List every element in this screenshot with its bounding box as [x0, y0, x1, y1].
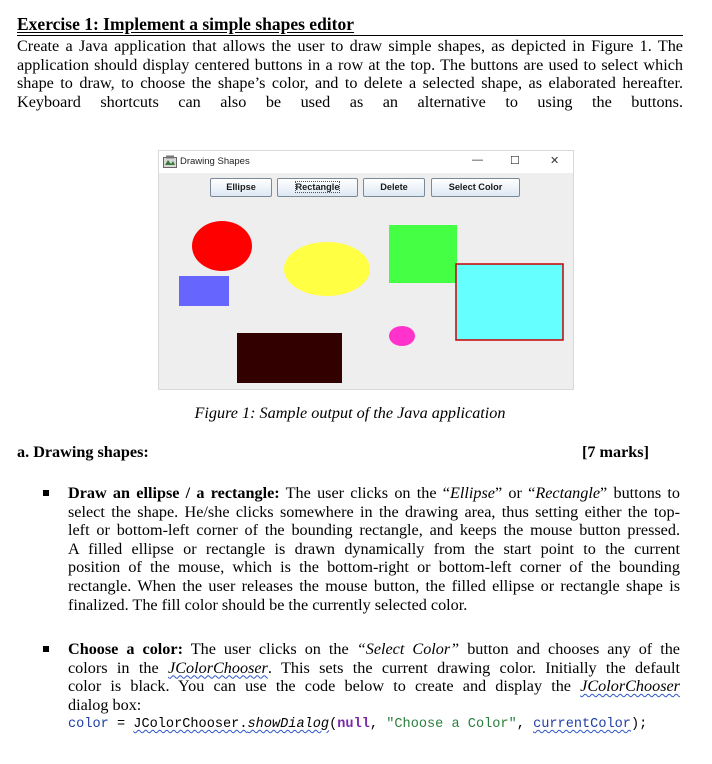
java-app-icon — [163, 155, 177, 168]
blue-rectangle[interactable] — [179, 276, 229, 306]
rectangle-button[interactable] — [277, 178, 358, 197]
cyan-rectangle-selected[interactable] — [456, 264, 563, 340]
bullet-line: Choose a color: The user clicks on the “Select Color” button and chooses any of the — [68, 640, 680, 658]
green-rectangle[interactable] — [389, 225, 457, 283]
maximize-icon[interactable]: ☐ — [510, 155, 520, 167]
figure-caption: Figure 1: Sample output of the Java application — [194, 404, 506, 422]
dark-rectangle[interactable] — [237, 333, 342, 383]
section-a-marks: [7 marks] — [582, 443, 649, 461]
bullet-heading: Draw an ellipse / a rectangle: — [68, 484, 280, 502]
bullet-square — [43, 490, 49, 496]
window-title: Drawing Shapes — [180, 156, 250, 167]
select-color-button[interactable] — [431, 178, 520, 197]
text-run: The user clicks on the “ — [279, 484, 450, 502]
ellipse-button[interactable] — [210, 178, 272, 197]
text-run: Ellipse — [449, 484, 495, 502]
text-run: ” or “ — [494, 484, 536, 502]
exercise-title: Exercise 1: Implement a simple shapes editor — [17, 14, 355, 34]
window-titlebar — [159, 151, 573, 173]
ellipse-button-label: Ellipse — [226, 182, 256, 192]
drawing-canvas[interactable] — [159, 200, 573, 390]
bullet-line: A filled ellipse or rectangle is drawn dynamically from the start point to the current — [68, 539, 680, 558]
bullet-line: color is black. You can use the code below to create and display the JColorChooser — [68, 677, 680, 696]
bullet-line: finalized. The fill color should be the currently selected color. — [68, 595, 468, 614]
section-a-label: a. Drawing shapes: — [17, 443, 149, 461]
red-ellipse[interactable] — [192, 221, 252, 271]
text-run: ” buttons to — [600, 484, 681, 502]
figure-window — [158, 150, 574, 390]
drawing-area[interactable] — [159, 200, 573, 390]
text-run: Rectangle — [535, 484, 601, 502]
bullet-line: select the shape. He/she clicks somewhere in the drawing area, thus setting either the top- — [68, 502, 680, 521]
shape-toolbar — [159, 178, 573, 200]
document — [17, 14, 683, 732]
rectangle-button-label: Rectangle — [295, 182, 340, 192]
minimize-icon[interactable]: — — [472, 154, 483, 166]
code-snippet: color = JColorChooser.showDialog(null, "Choose a Color", currentColor); — [68, 717, 648, 732]
select-color-button-label: Select Color — [448, 182, 503, 192]
bullet-line — [68, 484, 680, 503]
bullet-line: colors in the JColorChooser. This sets the current drawing color. Initially the default — [68, 658, 680, 677]
bullet-line: position of the mouse, which is the bottom-right or bottom-left corner of the bounding — [68, 558, 680, 577]
bullet-line: rectangle. When the user releases the mouse button, the filled ellipse or rectangle shape is — [68, 576, 680, 595]
bullet-line: dialog box: — [68, 695, 142, 714]
pink-ellipse[interactable] — [389, 326, 415, 346]
title-rule — [17, 35, 683, 36]
delete-button[interactable] — [363, 178, 425, 197]
yellow-ellipse[interactable] — [284, 242, 370, 296]
bullet-square — [43, 646, 49, 652]
bullet-draw-shape-text — [68, 484, 680, 614]
bullet-choose-color-text — [68, 640, 680, 714]
close-icon[interactable]: ✕ — [550, 155, 560, 167]
delete-button-label: Delete — [380, 182, 408, 192]
bullet-line: left or bottom-left corner of the bounding rectangle, and keeps the mouse button pressed. — [68, 521, 680, 540]
intro-paragraph: Create a Java application that allows the user to draw simple shapes, as depicted in Figure 1. The application should display centered buttons in a row at the top. The buttons are used to select which shape to draw, to choose the shape’s color, and to delete a selected shape, as elaborated hereafter. Keyboard shortcuts can also be used as an alternative to using the buttons. — [17, 37, 683, 111]
